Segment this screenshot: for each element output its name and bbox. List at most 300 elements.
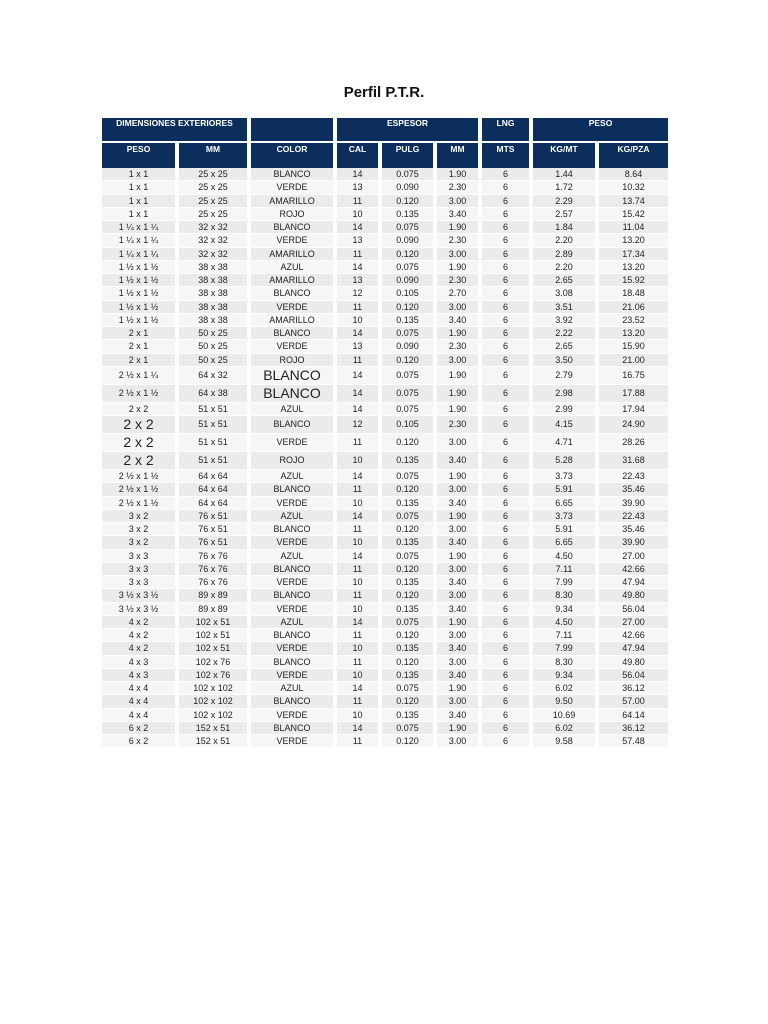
cell-cal: 11 (337, 523, 382, 536)
cell-cal: 14 (337, 616, 382, 629)
cell-kg-mt: 4.50 (533, 550, 599, 563)
cell-kg-mt: 3.73 (533, 470, 599, 483)
cell-color: VERDE (251, 340, 337, 353)
cell-size: 4 x 3 (102, 669, 179, 682)
table-row (102, 709, 668, 722)
table-row (102, 616, 668, 629)
cell-color: BLANCO (251, 589, 337, 602)
cell-mts: 6 (482, 483, 533, 496)
table-row (102, 536, 668, 549)
cell-cal: 12 (337, 287, 382, 300)
cell-size: 1 x 1 (102, 181, 179, 194)
cell-mm: 152 x 51 (179, 722, 251, 735)
cell-mm: 32 x 32 (179, 234, 251, 247)
cell-kg-mt: 2.29 (533, 195, 599, 208)
cell-size: 3 x 2 (102, 510, 179, 523)
cell-size: 4 x 2 (102, 642, 179, 655)
cell-mm: 64 x 32 (179, 367, 251, 385)
cell-mts: 6 (482, 168, 533, 181)
cell-kg-pza: 13.20 (599, 261, 668, 274)
cell-size: 3 ½ x 3 ½ (102, 603, 179, 616)
cell-mm: 102 x 76 (179, 669, 251, 682)
table-row (102, 434, 668, 452)
header-column-row (102, 143, 668, 168)
table-row (102, 168, 668, 181)
cell-cal: 10 (337, 642, 382, 655)
cell-kg-pza: 17.34 (599, 248, 668, 261)
cell-mm: 64 x 64 (179, 483, 251, 496)
cell-cal: 14 (337, 550, 382, 563)
table-row (102, 195, 668, 208)
cell-kg-pza: 36.12 (599, 682, 668, 695)
cell-pulg: 0.075 (382, 327, 437, 340)
cell-mm: 64 x 38 (179, 385, 251, 403)
col-header-color: COLOR (251, 143, 337, 168)
table-row (102, 340, 668, 353)
col-header-mm: MM (179, 143, 251, 168)
cell-color: AZUL (251, 616, 337, 629)
cell-size: 2 ½ x 1 ½ (102, 497, 179, 510)
cell-cal: 10 (337, 669, 382, 682)
table-row (102, 301, 668, 314)
col-header-espesor-mm: MM (437, 143, 482, 168)
table-row (102, 603, 668, 616)
cell-cal: 14 (337, 261, 382, 274)
cell-pulg: 0.075 (382, 470, 437, 483)
cell-kg-mt: 7.99 (533, 642, 599, 655)
cell-pulg: 0.105 (382, 287, 437, 300)
table-row (102, 248, 668, 261)
cell-kg-pza: 47.94 (599, 576, 668, 589)
cell-kg-mt: 3.50 (533, 354, 599, 367)
cell-pulg: 0.120 (382, 589, 437, 602)
cell-kg-pza: 49.80 (599, 589, 668, 602)
cell-color: VERDE (251, 536, 337, 549)
cell-cal: 11 (337, 195, 382, 208)
cell-espesor-mm: 2.30 (437, 274, 482, 287)
cell-kg-mt: 6.65 (533, 497, 599, 510)
cell-kg-pza: 64.14 (599, 709, 668, 722)
cell-kg-mt: 6.65 (533, 536, 599, 549)
cell-espesor-mm: 3.00 (437, 589, 482, 602)
cell-kg-pza: 28.26 (599, 434, 668, 452)
cell-mts: 6 (482, 340, 533, 353)
cell-color: VERDE (251, 434, 337, 452)
cell-espesor-mm: 3.40 (437, 452, 482, 470)
header-group-row (102, 118, 668, 141)
cell-cal: 14 (337, 221, 382, 234)
header-lng: LNG (482, 118, 533, 141)
cell-espesor-mm: 3.40 (437, 669, 482, 682)
table-row (102, 523, 668, 536)
cell-color: BLANCO (251, 695, 337, 708)
cell-mm: 38 x 38 (179, 301, 251, 314)
cell-size: 3 x 3 (102, 550, 179, 563)
cell-pulg: 0.090 (382, 234, 437, 247)
cell-size: 3 x 3 (102, 576, 179, 589)
cell-espesor-mm: 1.90 (437, 327, 482, 340)
cell-kg-mt: 1.72 (533, 181, 599, 194)
cell-size: 2 ½ x 1 ¼ (102, 367, 179, 385)
cell-kg-mt: 5.28 (533, 452, 599, 470)
cell-mm: 50 x 25 (179, 327, 251, 340)
cell-pulg: 0.075 (382, 221, 437, 234)
cell-kg-mt: 3.51 (533, 301, 599, 314)
cell-color: BLANCO (251, 722, 337, 735)
cell-pulg: 0.120 (382, 523, 437, 536)
table-row (102, 722, 668, 735)
col-header-kg-mt: KG/MT (533, 143, 599, 168)
cell-mts: 6 (482, 354, 533, 367)
cell-size: 1 x 1 (102, 168, 179, 181)
cell-kg-pza: 57.48 (599, 735, 668, 748)
cell-kg-mt: 1.84 (533, 221, 599, 234)
cell-cal: 14 (337, 327, 382, 340)
cell-kg-mt: 6.02 (533, 682, 599, 695)
cell-mts: 6 (482, 603, 533, 616)
cell-espesor-mm: 3.00 (437, 483, 482, 496)
cell-mts: 6 (482, 616, 533, 629)
cell-pulg: 0.135 (382, 452, 437, 470)
cell-cal: 11 (337, 735, 382, 748)
cell-kg-pza: 47.94 (599, 642, 668, 655)
cell-mts: 6 (482, 416, 533, 434)
cell-mm: 51 x 51 (179, 416, 251, 434)
cell-pulg: 0.135 (382, 576, 437, 589)
table-row (102, 563, 668, 576)
cell-pulg: 0.090 (382, 181, 437, 194)
cell-mm: 76 x 76 (179, 563, 251, 576)
cell-size: 4 x 4 (102, 709, 179, 722)
cell-mts: 6 (482, 523, 533, 536)
cell-mts: 6 (482, 722, 533, 735)
cell-size: 1 ¼ x 1 ¼ (102, 234, 179, 247)
cell-mts: 6 (482, 274, 533, 287)
cell-mm: 50 x 25 (179, 354, 251, 367)
cell-kg-mt: 2.89 (533, 248, 599, 261)
cell-mm: 25 x 25 (179, 195, 251, 208)
cell-color: VERDE (251, 709, 337, 722)
cell-color: VERDE (251, 576, 337, 589)
cell-cal: 11 (337, 301, 382, 314)
col-header-kg-pza: KG/PZA (599, 143, 668, 168)
cell-kg-pza: 15.92 (599, 274, 668, 287)
cell-kg-pza: 11.04 (599, 221, 668, 234)
table-row (102, 483, 668, 496)
cell-pulg: 0.120 (382, 354, 437, 367)
cell-mts: 6 (482, 550, 533, 563)
cell-cal: 14 (337, 470, 382, 483)
cell-kg-mt: 4.15 (533, 416, 599, 434)
cell-kg-pza: 22.43 (599, 510, 668, 523)
cell-kg-mt: 8.30 (533, 589, 599, 602)
cell-kg-pza: 13.20 (599, 234, 668, 247)
cell-cal: 11 (337, 563, 382, 576)
cell-kg-pza: 35.46 (599, 483, 668, 496)
cell-color: BLANCO (251, 656, 337, 669)
cell-pulg: 0.120 (382, 563, 437, 576)
cell-kg-pza: 36.12 (599, 722, 668, 735)
cell-cal: 10 (337, 452, 382, 470)
cell-kg-pza: 22.43 (599, 470, 668, 483)
header-espesor: ESPESOR (337, 118, 482, 141)
header-peso: PESO (533, 118, 668, 141)
cell-kg-mt: 2.65 (533, 274, 599, 287)
cell-pulg: 0.075 (382, 682, 437, 695)
cell-kg-mt: 2.79 (533, 367, 599, 385)
cell-kg-mt: 9.34 (533, 603, 599, 616)
cell-size: 2 x 2 (102, 416, 179, 434)
cell-mts: 6 (482, 629, 533, 642)
cell-size: 1 ½ x 1 ½ (102, 261, 179, 274)
cell-mm: 102 x 51 (179, 616, 251, 629)
table-row (102, 314, 668, 327)
cell-color: VERDE (251, 642, 337, 655)
table-row (102, 550, 668, 563)
cell-kg-mt: 1.44 (533, 168, 599, 181)
cell-kg-mt: 8.30 (533, 656, 599, 669)
cell-kg-pza: 8.64 (599, 168, 668, 181)
cell-cal: 11 (337, 656, 382, 669)
cell-mts: 6 (482, 314, 533, 327)
cell-pulg: 0.120 (382, 434, 437, 452)
cell-mm: 51 x 51 (179, 403, 251, 416)
table-row (102, 416, 668, 434)
table-row (102, 576, 668, 589)
table-row (102, 510, 668, 523)
cell-color: BLANCO (251, 523, 337, 536)
table-row (102, 261, 668, 274)
table-row (102, 735, 668, 748)
cell-pulg: 0.120 (382, 656, 437, 669)
cell-kg-pza: 31.68 (599, 452, 668, 470)
cell-kg-pza: 15.90 (599, 340, 668, 353)
cell-cal: 10 (337, 314, 382, 327)
cell-kg-pza: 39.90 (599, 536, 668, 549)
cell-mm: 102 x 76 (179, 656, 251, 669)
cell-mts: 6 (482, 695, 533, 708)
cell-color: VERDE (251, 181, 337, 194)
cell-color: AMARILLO (251, 248, 337, 261)
cell-color: BLANCO (251, 168, 337, 181)
cell-cal: 12 (337, 416, 382, 434)
cell-kg-pza: 16.75 (599, 367, 668, 385)
cell-color: AMARILLO (251, 274, 337, 287)
cell-pulg: 0.120 (382, 483, 437, 496)
cell-mm: 38 x 38 (179, 314, 251, 327)
cell-mm: 76 x 76 (179, 550, 251, 563)
table-row (102, 221, 668, 234)
cell-pulg: 0.075 (382, 403, 437, 416)
cell-color: VERDE (251, 234, 337, 247)
cell-pulg: 0.135 (382, 642, 437, 655)
cell-espesor-mm: 1.90 (437, 470, 482, 483)
cell-cal: 14 (337, 722, 382, 735)
cell-mts: 6 (482, 248, 533, 261)
cell-pulg: 0.135 (382, 314, 437, 327)
cell-kg-mt: 6.02 (533, 722, 599, 735)
cell-color: BLANCO (251, 385, 337, 403)
cell-espesor-mm: 2.30 (437, 416, 482, 434)
cell-cal: 11 (337, 248, 382, 261)
cell-kg-mt: 3.92 (533, 314, 599, 327)
cell-espesor-mm: 3.40 (437, 314, 482, 327)
cell-mts: 6 (482, 301, 533, 314)
cell-cal: 10 (337, 576, 382, 589)
cell-color: AZUL (251, 682, 337, 695)
cell-cal: 11 (337, 589, 382, 602)
header-dimensiones-exteriores: DIMENSIONES EXTERIORES (102, 118, 251, 141)
cell-color: BLANCO (251, 563, 337, 576)
cell-cal: 14 (337, 367, 382, 385)
cell-espesor-mm: 3.00 (437, 563, 482, 576)
cell-cal: 14 (337, 168, 382, 181)
table-row (102, 470, 668, 483)
cell-mm: 89 x 89 (179, 603, 251, 616)
cell-color: BLANCO (251, 327, 337, 340)
cell-espesor-mm: 3.40 (437, 642, 482, 655)
cell-espesor-mm: 3.00 (437, 354, 482, 367)
cell-mts: 6 (482, 656, 533, 669)
table-row (102, 682, 668, 695)
cell-pulg: 0.075 (382, 385, 437, 403)
cell-espesor-mm: 3.40 (437, 536, 482, 549)
cell-mm: 64 x 64 (179, 497, 251, 510)
cell-pulg: 0.075 (382, 722, 437, 735)
cell-kg-mt: 7.11 (533, 563, 599, 576)
cell-espesor-mm: 3.00 (437, 434, 482, 452)
cell-kg-pza: 24.90 (599, 416, 668, 434)
cell-color: BLANCO (251, 416, 337, 434)
cell-color: ROJO (251, 208, 337, 221)
cell-kg-mt: 7.11 (533, 629, 599, 642)
cell-size: 3 ½ x 3 ½ (102, 589, 179, 602)
cell-mm: 25 x 25 (179, 168, 251, 181)
table-row (102, 589, 668, 602)
cell-pulg: 0.135 (382, 208, 437, 221)
cell-pulg: 0.075 (382, 367, 437, 385)
col-header-cal: CAL (337, 143, 382, 168)
cell-size: 1 ¼ x 1 ¼ (102, 248, 179, 261)
cell-espesor-mm: 1.90 (437, 403, 482, 416)
cell-kg-mt: 4.50 (533, 616, 599, 629)
cell-color: BLANCO (251, 629, 337, 642)
cell-size: 2 ½ x 1 ½ (102, 385, 179, 403)
cell-kg-mt: 2.22 (533, 327, 599, 340)
cell-size: 1 x 1 (102, 195, 179, 208)
cell-pulg: 0.120 (382, 695, 437, 708)
cell-color: VERDE (251, 669, 337, 682)
cell-color: VERDE (251, 301, 337, 314)
table-row (102, 497, 668, 510)
table-row (102, 695, 668, 708)
cell-cal: 14 (337, 510, 382, 523)
cell-espesor-mm: 3.40 (437, 709, 482, 722)
cell-mm: 152 x 51 (179, 735, 251, 748)
cell-mts: 6 (482, 470, 533, 483)
cell-mm: 51 x 51 (179, 452, 251, 470)
cell-kg-mt: 4.71 (533, 434, 599, 452)
cell-color: ROJO (251, 354, 337, 367)
cell-espesor-mm: 3.00 (437, 301, 482, 314)
cell-pulg: 0.135 (382, 709, 437, 722)
cell-color: VERDE (251, 603, 337, 616)
cell-mts: 6 (482, 642, 533, 655)
cell-size: 1 x 1 (102, 208, 179, 221)
cell-size: 3 x 2 (102, 536, 179, 549)
cell-mm: 64 x 64 (179, 470, 251, 483)
cell-espesor-mm: 3.00 (437, 248, 482, 261)
cell-size: 4 x 4 (102, 682, 179, 695)
cell-cal: 14 (337, 385, 382, 403)
cell-espesor-mm: 1.90 (437, 510, 482, 523)
cell-size: 2 x 2 (102, 403, 179, 416)
cell-kg-mt: 3.08 (533, 287, 599, 300)
cell-color: BLANCO (251, 221, 337, 234)
cell-espesor-mm: 2.30 (437, 234, 482, 247)
cell-espesor-mm: 2.30 (437, 340, 482, 353)
cell-mts: 6 (482, 563, 533, 576)
cell-color: ROJO (251, 452, 337, 470)
table-row (102, 452, 668, 470)
cell-color: AMARILLO (251, 314, 337, 327)
cell-mm: 102 x 102 (179, 709, 251, 722)
cell-mts: 6 (482, 234, 533, 247)
cell-espesor-mm: 3.00 (437, 695, 482, 708)
cell-espesor-mm: 3.40 (437, 497, 482, 510)
cell-pulg: 0.135 (382, 669, 437, 682)
table-row (102, 669, 668, 682)
ptr-table (102, 118, 668, 748)
table-row (102, 274, 668, 287)
header-blank (251, 118, 337, 141)
cell-cal: 11 (337, 695, 382, 708)
cell-mm: 38 x 38 (179, 287, 251, 300)
cell-espesor-mm: 1.90 (437, 367, 482, 385)
cell-mm: 89 x 89 (179, 589, 251, 602)
cell-kg-pza: 56.04 (599, 669, 668, 682)
cell-mts: 6 (482, 195, 533, 208)
cell-cal: 11 (337, 434, 382, 452)
table-row (102, 629, 668, 642)
cell-pulg: 0.090 (382, 274, 437, 287)
cell-size: 1 ½ x 1 ½ (102, 314, 179, 327)
cell-mm: 32 x 32 (179, 221, 251, 234)
cell-mm: 51 x 51 (179, 434, 251, 452)
cell-color: AZUL (251, 550, 337, 563)
cell-mts: 6 (482, 536, 533, 549)
cell-espesor-mm: 1.90 (437, 682, 482, 695)
cell-pulg: 0.075 (382, 261, 437, 274)
cell-cal: 10 (337, 603, 382, 616)
cell-kg-pza: 21.00 (599, 354, 668, 367)
cell-color: VERDE (251, 497, 337, 510)
cell-pulg: 0.135 (382, 536, 437, 549)
cell-cal: 13 (337, 340, 382, 353)
cell-size: 1 ½ x 1 ½ (102, 287, 179, 300)
table-row (102, 208, 668, 221)
cell-size: 2 x 2 (102, 452, 179, 470)
cell-kg-mt: 9.34 (533, 669, 599, 682)
cell-mm: 25 x 25 (179, 181, 251, 194)
cell-kg-pza: 42.66 (599, 629, 668, 642)
cell-color: BLANCO (251, 367, 337, 385)
cell-mts: 6 (482, 589, 533, 602)
cell-espesor-mm: 3.00 (437, 656, 482, 669)
cell-color: VERDE (251, 735, 337, 748)
cell-color: AZUL (251, 261, 337, 274)
cell-pulg: 0.075 (382, 510, 437, 523)
